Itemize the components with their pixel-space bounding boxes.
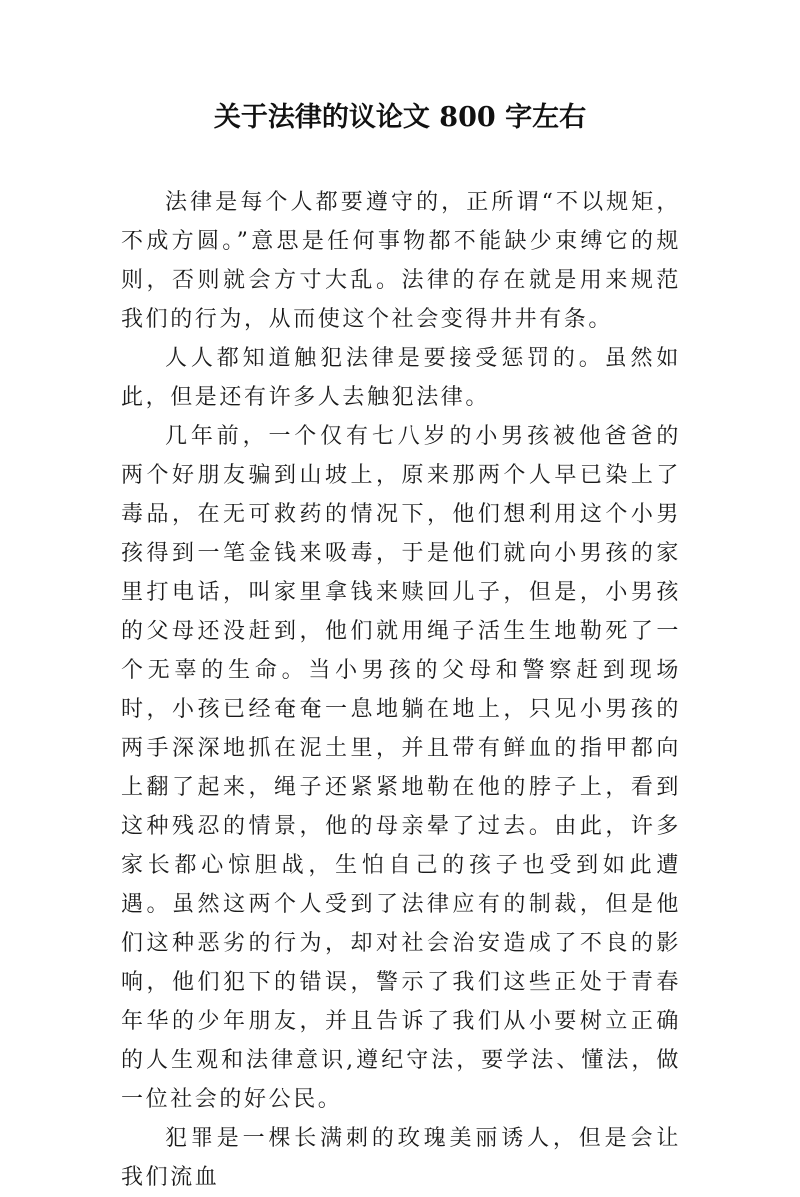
paragraph-2: 人人都知道触犯法律是要接受惩罚的。虽然如此，但是还有许多人去触犯法律。 [121,346,681,410]
paragraph-4: 犯罪是一棵长满刺的玫瑰美丽诱人，但是会让我们流血 [121,1126,681,1190]
document-body [121,183,681,1197]
paragraph-3: 几年前，一个仅有七八岁的小男孩被他爸爸的两个好朋友骗到山坡上，原来那两个人早已染上了毒品，在无可救药的情况下，他们想利用这个小男孩得到一笔金钱来吸毒，于是他们就向小男孩的家里打电话，叫家里拿钱来赎回儿子，但是，小男孩的父母还没赶到，他们就用绳子活生生地勒死了一个无辜的生命。当小男孩的父母和警察赶到现场时，小孩已经奄奄一息地躺在地上，只见小男孩的两手深深地抓在泥土里，并且带有鲜血的指甲都向上翻了起来，绳子还紧紧地勒在他的脖子上，看到这种残忍的情景，他的母亲晕了过去。由此，许多家长都心惊胆战，生怕自己的孩子也受到如此遭遇。虽然这两个人受到了法律应有的制裁，但是他们这种恶劣的行为，却对社会治安造成了不良的影响，他们犯下的错误，警示了我们这些正处于青春年华的少年朋友，并且告诉了我们从小要树立正确的人生观和法律意识,遵纪守法，要学法、懂法，做一位社会的好公民。 [121,424,681,1112]
document-title: 关于法律的议论文 800 字左右 [213,102,587,133]
paragraph-1: 法律是每个人都要遵守的，正所谓“不以规矩，不成方圆。”意思是任何事物都不能缺少束缚它的规则，否则就会方寸大乱。法律的存在就是用来规范我们的行为，从而使这个社会变得井井有条。 [121,190,681,332]
